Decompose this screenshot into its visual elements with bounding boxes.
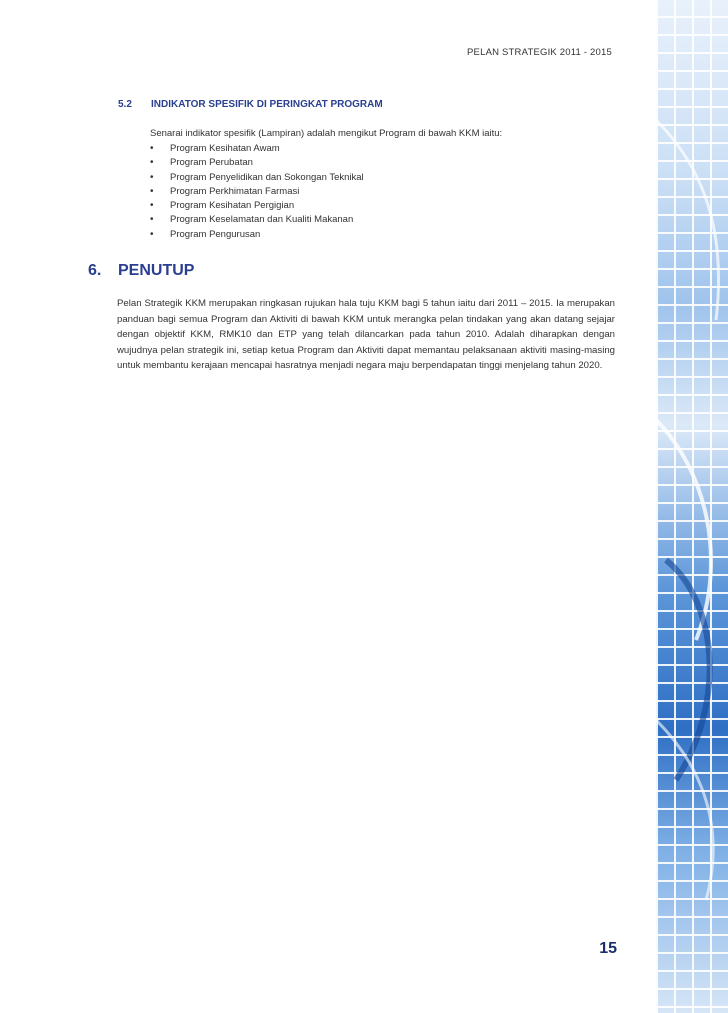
subsection-title: INDIKATOR SPESIFIK DI PERINGKAT PROGRAM — [151, 99, 383, 110]
list-item: • Program Pengurusan — [150, 228, 364, 242]
bullet-icon: • — [150, 157, 154, 169]
subsection-heading — [118, 99, 383, 110]
running-header: PELAN STRATEGIK 2011 - 2015 — [467, 47, 612, 58]
section-title: PENUTUP — [118, 262, 195, 279]
closing-paragraph: Pelan Strategik KKM merupakan ringkasan rujukan hala tuju KKM bagi 5 tahun iaitu dari 2011 – 2015. Ia merupakan panduan bagi semua Program dan Aktiviti di bawah KKM untuk merangka pelan tindakan yang akan datang sejajar dengan objektif KKM, RMK10 dan ETP yang telah dilancarkan pada tahun 2010. Adalah diharapkan dengan wujudnya pelan strategik ini, setiap ketua Program dan Aktiviti dapat memantau pelaksanaan aktiviti masing-masing untuk membantu kerajaan mencapai hasratnya menjadi negara maju berpendapatan tinggi menjelang tahun 2020. — [117, 298, 615, 372]
list-item: • Program Kesihatan Pergigian — [150, 199, 364, 213]
subsection-intro-text: Senarai indikator spesifik (Lampiran) adalah mengikut Program di bawah KKM iaitu: — [150, 128, 503, 139]
decorative-side-band — [656, 0, 728, 1013]
program-list — [150, 142, 364, 242]
list-item: • Program Penyelidikan dan Sokongan Teknikal — [150, 171, 364, 185]
list-item: • Program Kesihatan Awam — [150, 142, 364, 156]
bullet-icon: • — [150, 185, 154, 197]
list-item: • Program Perkhimatan Farmasi — [150, 185, 364, 199]
bullet-icon: • — [150, 214, 154, 226]
bullet-icon: • — [150, 228, 154, 240]
bullet-icon: • — [150, 143, 154, 154]
list-item: • Program Keselamatan dan Kualiti Makanan — [150, 213, 364, 227]
section-number: 6. — [88, 262, 102, 279]
section-heading — [88, 262, 194, 280]
side-band-swirl-graphic — [656, 0, 728, 1013]
subsection-number: 5.2 — [118, 99, 132, 110]
bullet-icon: • — [150, 171, 154, 183]
list-item: • Program Perubatan — [150, 156, 364, 170]
bullet-icon: • — [150, 200, 154, 212]
page-number: 15 — [599, 940, 617, 957]
